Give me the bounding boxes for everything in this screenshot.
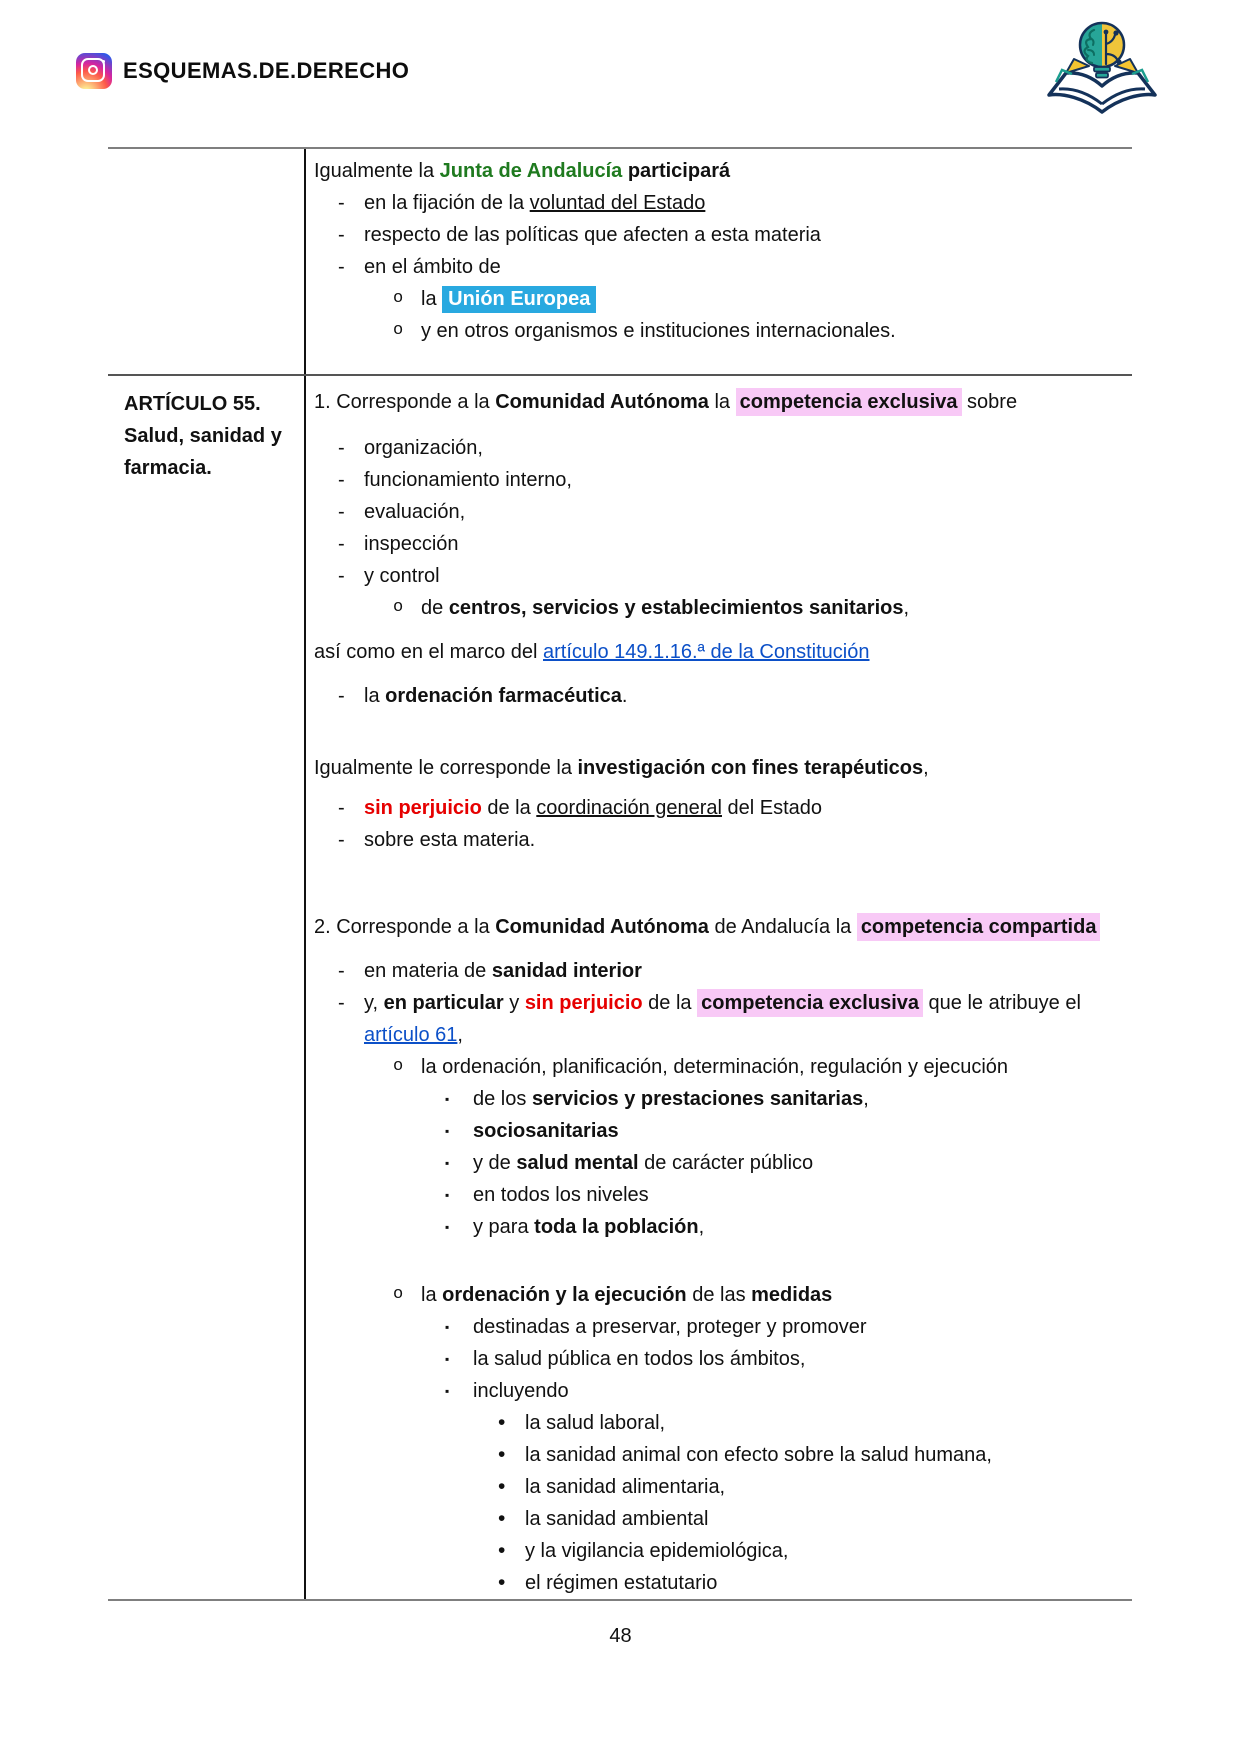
line-content xyxy=(364,528,1110,560)
text-segment: , xyxy=(923,757,929,779)
text-segment: así como en el marco del xyxy=(314,641,543,663)
text-segment: la sanidad ambiental xyxy=(525,1508,709,1530)
text-segment: , xyxy=(903,597,910,619)
bullet-marker: - xyxy=(338,256,345,278)
bullet-marker: ▪ xyxy=(445,1092,450,1106)
bullet-marker: • xyxy=(498,1539,506,1562)
line-content xyxy=(314,386,1110,418)
line-content xyxy=(364,496,1110,528)
text-segment: toda la población xyxy=(534,1216,699,1238)
bullet-marker: - xyxy=(338,565,345,587)
line-content xyxy=(525,1535,1110,1567)
text-segment: voluntad del Estado xyxy=(529,192,706,214)
text-segment: ordenación y la ejecución xyxy=(442,1284,687,1306)
text-segment: salud mental xyxy=(516,1152,639,1174)
text-segment: la xyxy=(421,1284,443,1306)
line-content xyxy=(124,388,296,484)
text-segment: servicios y prestaciones sanitarias xyxy=(531,1088,864,1110)
text-segment: participará xyxy=(627,160,731,182)
list-item xyxy=(314,1471,1110,1503)
text-segment: Junta de Andalucía xyxy=(439,160,623,182)
text-segment: de la xyxy=(481,797,537,819)
line-content xyxy=(421,1051,1110,1083)
list-item xyxy=(314,1115,1110,1147)
line-content xyxy=(364,464,1110,496)
link-articulo-61[interactable]: artículo 61 xyxy=(364,1024,458,1046)
text-segment: Comunidad Autónoma xyxy=(495,916,709,938)
text-segment: la xyxy=(421,288,443,310)
instagram-camera-dot xyxy=(102,60,105,63)
brain-book-logo-svg xyxy=(1042,12,1162,122)
line-content xyxy=(473,1083,1110,1115)
bullet-marker: ▪ xyxy=(445,1124,450,1138)
bullet-marker: - xyxy=(338,829,345,851)
list-item xyxy=(314,464,1110,496)
bullet-marker: - xyxy=(338,437,345,459)
text-segment: y control xyxy=(364,565,440,587)
link-articulo-149-1-16[interactable]: artículo 149.1.16.ª de la Constitución xyxy=(543,641,870,663)
header-brand xyxy=(76,53,409,89)
list-item xyxy=(314,1535,1110,1567)
text-segment: sobre esta materia. xyxy=(364,829,536,851)
list-item xyxy=(314,824,1110,856)
bullet-marker: - xyxy=(338,533,345,555)
text-segment: la salud pública en todos los ámbitos, xyxy=(473,1348,806,1370)
text-segment: de las xyxy=(686,1284,752,1306)
article-title-cell xyxy=(108,376,306,1599)
list-item xyxy=(314,1407,1110,1439)
line-content xyxy=(421,1279,1110,1311)
text-segment: sobre xyxy=(961,391,1018,413)
text-segment: en materia de xyxy=(364,960,492,982)
line-content xyxy=(314,155,1110,187)
highlight-union-europea: Unión Europea xyxy=(442,286,596,313)
text-segment: de la xyxy=(642,992,698,1014)
line-content xyxy=(314,636,1110,668)
bullet-marker: - xyxy=(338,960,345,982)
article-55-content xyxy=(306,376,1132,1599)
text-segment: centros, servicios y establecimientos sanitarios xyxy=(448,597,904,619)
text-segment: medidas xyxy=(751,1284,833,1306)
bullet-marker: o xyxy=(393,598,404,617)
text-segment: respecto de las políticas que afecten a esta materia xyxy=(364,224,821,246)
table-row xyxy=(108,149,1132,376)
list-item xyxy=(314,592,1110,624)
line-content xyxy=(473,1311,1110,1343)
list-item xyxy=(314,987,1110,1051)
text-segment: evaluación, xyxy=(364,501,466,523)
paragraph xyxy=(314,911,1110,943)
list-item xyxy=(314,1503,1110,1535)
bullet-marker: ▪ xyxy=(445,1384,450,1398)
page-number: 48 xyxy=(609,1625,632,1647)
bullet-marker: ▪ xyxy=(445,1352,450,1366)
bullet-marker: - xyxy=(338,469,345,491)
list-item xyxy=(314,1439,1110,1471)
line-content xyxy=(314,911,1110,943)
text-segment: y la vigilancia epidemiológica, xyxy=(525,1540,789,1562)
list-item xyxy=(314,680,1110,712)
line-content xyxy=(525,1439,1110,1471)
list-item xyxy=(314,955,1110,987)
text-segment: en la fijación de la xyxy=(364,192,530,214)
line-content xyxy=(364,187,1110,219)
text-segment: de Andalucía la xyxy=(708,916,857,938)
paragraph xyxy=(314,752,1110,784)
highlighted-text: competencia exclusiva xyxy=(736,388,962,416)
line-content xyxy=(473,1343,1110,1375)
line-content xyxy=(473,1147,1110,1179)
bullet-marker: ▪ xyxy=(445,1156,450,1170)
text-segment: coordinación general xyxy=(536,797,722,819)
text-segment: Salud, sanidad y xyxy=(124,425,282,447)
list-item xyxy=(314,1567,1110,1599)
text-segment: la sanidad alimentaria, xyxy=(525,1476,726,1498)
list-item xyxy=(314,1279,1110,1311)
bullet-marker: - xyxy=(338,192,345,214)
article-title-cell-empty xyxy=(108,149,306,374)
text-segment: Igualmente la xyxy=(314,160,440,182)
paragraph xyxy=(314,155,1110,187)
text-segment: Comunidad Autónoma xyxy=(495,391,709,413)
text-segment: incluyendo xyxy=(473,1380,569,1402)
text-segment: en particular xyxy=(383,992,504,1014)
bullet-marker: • xyxy=(498,1443,506,1466)
instagram-icon xyxy=(76,53,112,89)
row1-content xyxy=(306,149,1132,374)
bullet-marker: - xyxy=(338,501,345,523)
text-segment: sin perjuicio xyxy=(524,992,643,1014)
text-segment: la xyxy=(364,685,386,707)
list-item xyxy=(314,1147,1110,1179)
line-content xyxy=(473,1179,1110,1211)
text-segment: del Estado xyxy=(721,797,823,819)
text-segment: organización, xyxy=(364,437,483,459)
bullet-marker: - xyxy=(338,685,345,707)
text-segment: y, xyxy=(364,992,384,1014)
list-item xyxy=(314,187,1110,219)
text-segment: investigación con fines terapéuticos xyxy=(577,757,924,779)
bullet-marker: ▪ xyxy=(445,1188,450,1202)
line-content xyxy=(525,1503,1110,1535)
bullet-marker: • xyxy=(498,1507,506,1530)
list-item xyxy=(314,1375,1110,1407)
paragraph xyxy=(314,386,1110,418)
line-content xyxy=(421,283,1110,315)
bullet-marker: • xyxy=(498,1571,506,1594)
text-segment: , xyxy=(698,1216,705,1238)
list-item xyxy=(314,528,1110,560)
line-content xyxy=(364,824,1110,856)
line-content xyxy=(314,752,1110,784)
line-content xyxy=(364,955,1110,987)
text-segment: 2. Corresponde a la xyxy=(314,916,496,938)
list-item xyxy=(314,560,1110,592)
text-segment: el régimen estatutario xyxy=(525,1572,718,1594)
line-content xyxy=(421,315,1110,347)
line-content xyxy=(473,1375,1110,1407)
line-content xyxy=(364,251,1110,283)
list-item xyxy=(314,283,1110,315)
bullet-marker: o xyxy=(393,1057,404,1076)
line-content xyxy=(364,792,1110,824)
bullet-marker: • xyxy=(498,1475,506,1498)
bullet-marker: - xyxy=(338,797,345,819)
text-segment: de los xyxy=(473,1088,532,1110)
brain-book-logo xyxy=(1042,12,1162,122)
text-segment: y de xyxy=(473,1152,517,1174)
text-segment: la sanidad animal con efecto sobre la salud humana, xyxy=(525,1444,992,1466)
text-segment: ARTÍCULO 55. xyxy=(124,393,261,415)
line-content xyxy=(421,592,1110,624)
text-segment: la ordenación, planificación, determinación, regulación y ejecución xyxy=(421,1056,1009,1078)
bullet-marker: ▪ xyxy=(445,1220,450,1234)
paragraph xyxy=(124,388,296,484)
text-segment: ordenación farmacéutica xyxy=(385,685,622,707)
highlighted-text: competencia compartida xyxy=(857,913,1101,941)
list-item xyxy=(314,251,1110,283)
text-segment: sanidad interior xyxy=(491,960,642,982)
text-segment: , xyxy=(457,1024,463,1046)
bullet-marker: o xyxy=(393,289,404,308)
line-content xyxy=(525,1567,1110,1599)
line-content xyxy=(525,1407,1110,1439)
text-segment: la xyxy=(708,391,736,413)
bullet-marker: ▪ xyxy=(445,1320,450,1334)
list-item xyxy=(314,219,1110,251)
text-segment: farmacia. xyxy=(124,457,212,479)
bullet-marker: - xyxy=(338,224,345,246)
text-segment: la salud laboral, xyxy=(525,1412,666,1434)
list-item xyxy=(314,792,1110,824)
list-item xyxy=(314,496,1110,528)
text-segment: . xyxy=(621,685,628,707)
line-content xyxy=(525,1471,1110,1503)
text-segment: sin perjuicio xyxy=(364,797,482,819)
bullet-marker: o xyxy=(393,1285,404,1304)
list-item xyxy=(314,1083,1110,1115)
bullet-marker: • xyxy=(498,1411,506,1434)
paragraph xyxy=(314,636,1110,668)
text-segment: sociosanitarias xyxy=(473,1120,619,1142)
text-segment: y xyxy=(503,992,525,1014)
bullet-marker: - xyxy=(338,992,345,1014)
bullet-marker: o xyxy=(393,321,404,340)
line-content xyxy=(364,432,1110,464)
list-item xyxy=(314,1343,1110,1375)
list-item xyxy=(314,432,1110,464)
list-item xyxy=(314,315,1110,347)
text-segment: de carácter público xyxy=(638,1152,814,1174)
text-segment: y en otros organismos e instituciones internacionales. xyxy=(421,320,896,342)
text-segment: , xyxy=(863,1088,869,1110)
text-segment: en el ámbito de xyxy=(364,256,501,278)
line-content xyxy=(364,680,1110,712)
text-segment: funcionamiento interno, xyxy=(364,469,572,491)
text-segment: destinadas a preservar, proteger y promover xyxy=(473,1316,867,1338)
highlighted-text: competencia exclusiva xyxy=(697,989,923,1017)
text-segment: que le atribuye el xyxy=(923,992,1081,1014)
list-item xyxy=(314,1051,1110,1083)
table-row xyxy=(108,376,1132,1599)
text-segment: de xyxy=(421,597,449,619)
text-segment: 1. Corresponde a la xyxy=(314,391,496,413)
list-item xyxy=(314,1311,1110,1343)
line-content xyxy=(473,1211,1110,1243)
list-item xyxy=(314,1179,1110,1211)
list-item xyxy=(314,1211,1110,1243)
brand-text: ESQUEMAS.DE.DERECHO xyxy=(123,58,410,83)
text-segment: Igualmente le corresponde la xyxy=(314,757,578,779)
text-segment: en todos los niveles xyxy=(473,1184,649,1206)
line-content xyxy=(364,560,1110,592)
line-content xyxy=(364,987,1110,1051)
line-content xyxy=(364,219,1110,251)
text-segment: y para xyxy=(473,1216,535,1238)
schema-table xyxy=(108,147,1132,1601)
instagram-camera-lens xyxy=(88,65,98,75)
line-content xyxy=(473,1115,1110,1147)
text-segment: inspección xyxy=(364,533,459,555)
